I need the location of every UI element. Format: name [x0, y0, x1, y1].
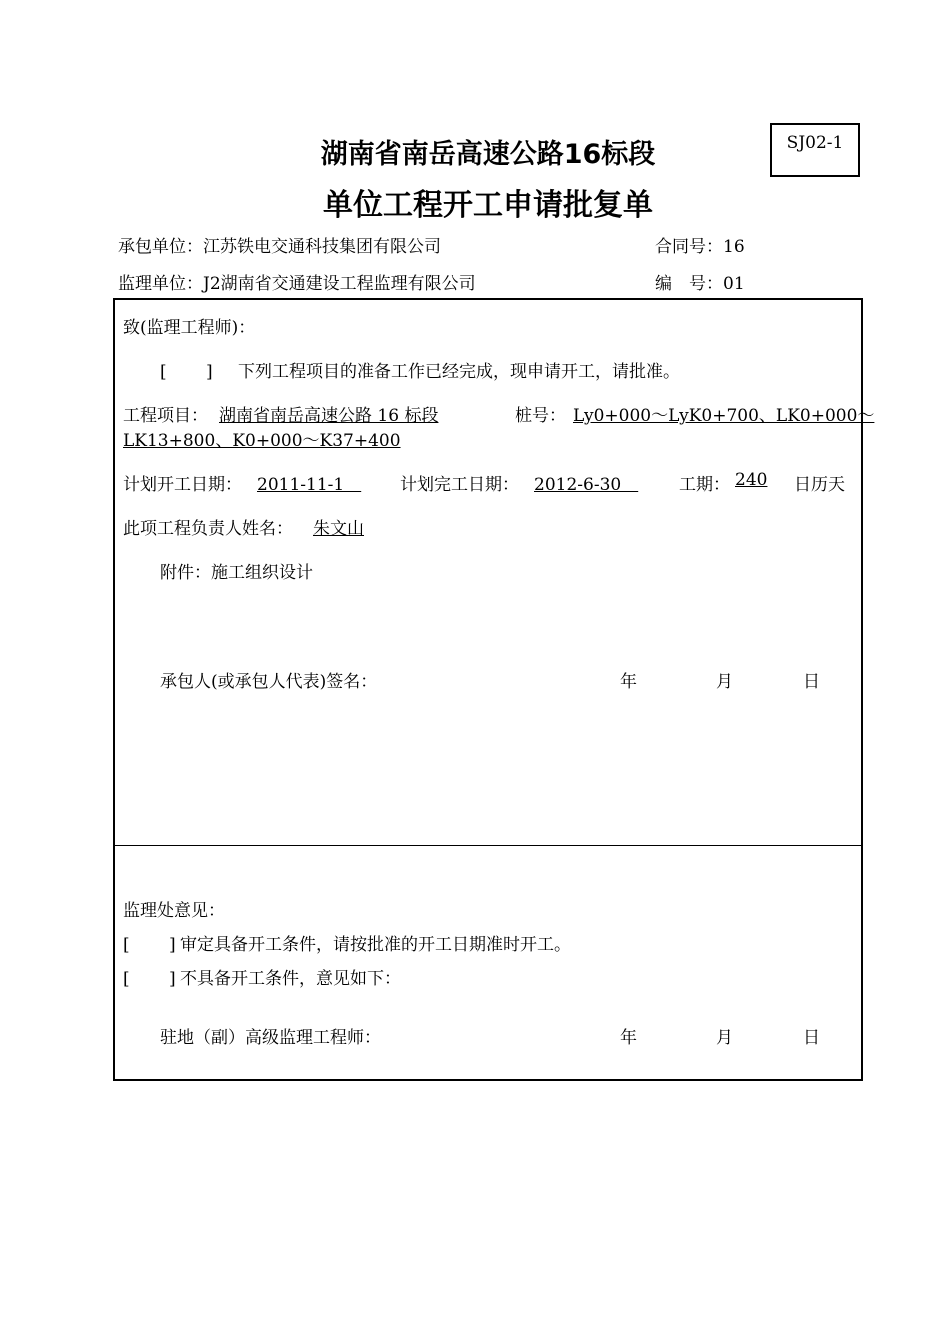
engineer-sign-year: 年: [620, 1028, 637, 1048]
request-checkbox[interactable]: [ ]: [160, 362, 213, 382]
contractor-sign-year: 年: [620, 672, 637, 692]
form-code-box: SJ02-1: [770, 123, 860, 177]
reject-text: 不具备开工条件，意见如下：: [180, 969, 401, 989]
contract-number: 合同号：16: [655, 237, 745, 257]
station-value-line2: LK13+800、K0+000～K37+400: [123, 431, 401, 451]
start-date-value: 2011-11-1: [257, 475, 362, 495]
section-divider: [113, 845, 863, 846]
start-date-label: 计划开工日期：: [123, 475, 242, 495]
engineer-sign-day: 日: [803, 1028, 820, 1048]
contractor-sign-month: 月: [716, 672, 733, 692]
approve-checkbox[interactable]: [ ]: [123, 935, 176, 955]
contractor-line: 承包单位：江苏铁电交通科技集团有限公司: [118, 237, 441, 257]
end-date-value: 2012-6-30: [534, 475, 639, 495]
opinion-label: 监理处意见：: [123, 901, 225, 921]
manager-label: 此项工程负责人姓名：: [123, 519, 293, 539]
period-unit: 日历天: [794, 475, 845, 495]
serial-number: 编 号：01: [655, 274, 745, 294]
supervisor-line: 监理单位：J2湖南省交通建设工程监理有限公司: [118, 274, 476, 294]
manager-value: 朱文山: [313, 519, 364, 539]
project-label: 工程项目：: [123, 406, 208, 426]
engineer-signature-label: 驻地（副）高级监理工程师：: [160, 1028, 381, 1048]
document-title: 湖南省南岳高速公路16标段: [320, 139, 656, 170]
station-value-line1: Ly0+000～LyK0+700、LK0+000～: [573, 406, 875, 426]
document-subtitle: 单位工程开工申请批复单: [323, 188, 653, 223]
project-value: 湖南省南岳高速公路 16 标段: [219, 406, 439, 426]
end-date-label: 计划完工日期：: [400, 475, 519, 495]
station-label: 桩号：: [515, 406, 566, 426]
period-label: 工期：: [679, 475, 730, 495]
approve-text: 审定具备开工条件，请按批准的开工日期准时开工。: [180, 935, 571, 955]
reject-checkbox[interactable]: [ ]: [123, 969, 176, 989]
engineer-sign-month: 月: [716, 1028, 733, 1048]
request-statement: 下列工程项目的准备工作已经完成，现申请开工，请批准。: [238, 362, 680, 382]
attachment: 附件：施工组织设计: [160, 563, 313, 583]
contractor-sign-day: 日: [803, 672, 820, 692]
addressee: 致(监理工程师)：: [123, 318, 256, 338]
period-value: 240: [735, 470, 768, 490]
contractor-signature-label: 承包人(或承包人代表)签名：: [160, 672, 378, 692]
